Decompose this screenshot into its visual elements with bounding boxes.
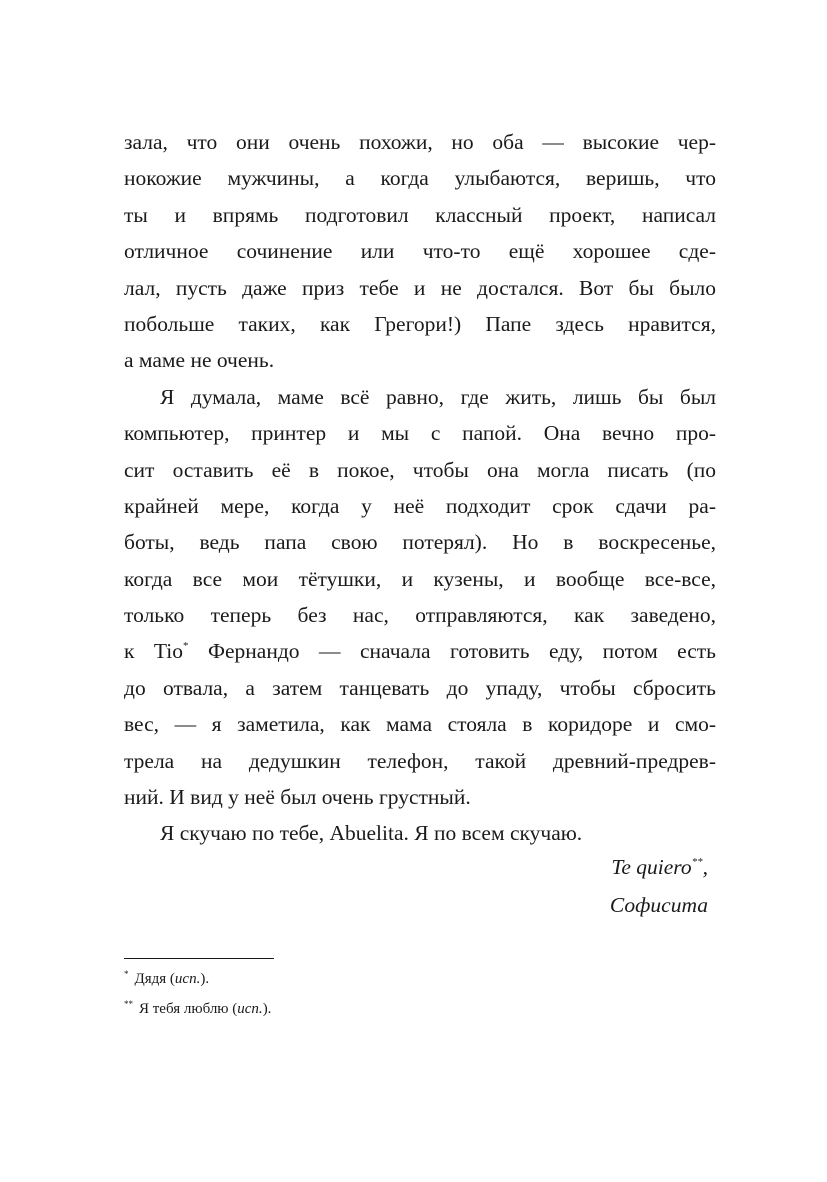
signature-punct: , [702,855,708,879]
text-line: Я скучаю по тебе, Abuelita. Я по всем скучаю. [160,821,583,846]
footnote [124,964,271,994]
text-line: а маме не очень. [124,348,275,373]
text-line: трела на дедушкин телефон, такой древний-предрев- [124,748,716,773]
text-line: вес, — я заметила, как мама стояла в коридоре и смо- [124,712,716,737]
footnote [124,994,271,1024]
footnote-marker: ** [691,856,703,868]
signature-name: Софисита [609,893,708,917]
body-text [124,124,716,852]
text-line: сит оставить её в покое, чтобы она могла писать (по [124,457,716,482]
text-line: ний. И вид у неё был очень грустный. [124,785,471,810]
signature-greeting [610,848,708,886]
text-line: отличное сочинение или что-то ещё хорошее сде- [124,239,716,264]
text-line: лал, пусть даже приз тебе и не достался. Вот бы было [124,275,716,300]
text-fragment: к Tio [124,639,184,664]
book-page [124,0,716,1182]
footnote-mark: ** [124,999,133,1009]
text-line: побольше таких, как Грегори!) Папе здесь нравится, [124,311,716,336]
footnote-text: ). [200,971,210,987]
footnote-lang: исп. [174,971,201,987]
footnote-mark: * [124,969,129,979]
footnote-text: Я тебя люблю ( [139,1001,238,1017]
text-line: до отвала, а затем танцевать до упаду, чтобы сбросить [124,675,716,700]
footnote-divider [124,958,274,959]
signature-text: Te quiero [611,855,692,879]
footnotes [124,964,271,1024]
footnote-text: ). [262,1001,272,1017]
text-line: только теперь без нас, отправляются, как заведено, [124,603,716,628]
footnote-lang: исп. [237,1001,263,1017]
text-line [124,633,716,669]
footnote-marker: * [183,640,189,653]
text-line: зала, что они очень похожи, но оба — высокие чер- [124,130,716,154]
signature [610,848,708,924]
footnote-text: Дядя ( [134,971,175,987]
text-line: крайней мере, когда у неё подходит срок сдачи ра- [124,493,716,518]
text-line: боты, ведь папа свою потерял). Но в воскресенье, [124,530,716,555]
text-line: когда все мои тётушки, и кузены, и вообще все-все, [124,566,716,591]
text-line: нокожие мужчины, а когда улыбаются, веришь, что [124,166,716,191]
text-line: Я думала, маме всё равно, где жить, лишь бы был [160,384,716,409]
text-line: компьютер, принтер и мы с папой. Она вечно про- [124,421,716,446]
text-fragment: Фернандо — сначала готовить еду, потом есть [188,639,716,664]
text-line: ты и впрямь подготовил классный проект, написал [124,202,716,227]
